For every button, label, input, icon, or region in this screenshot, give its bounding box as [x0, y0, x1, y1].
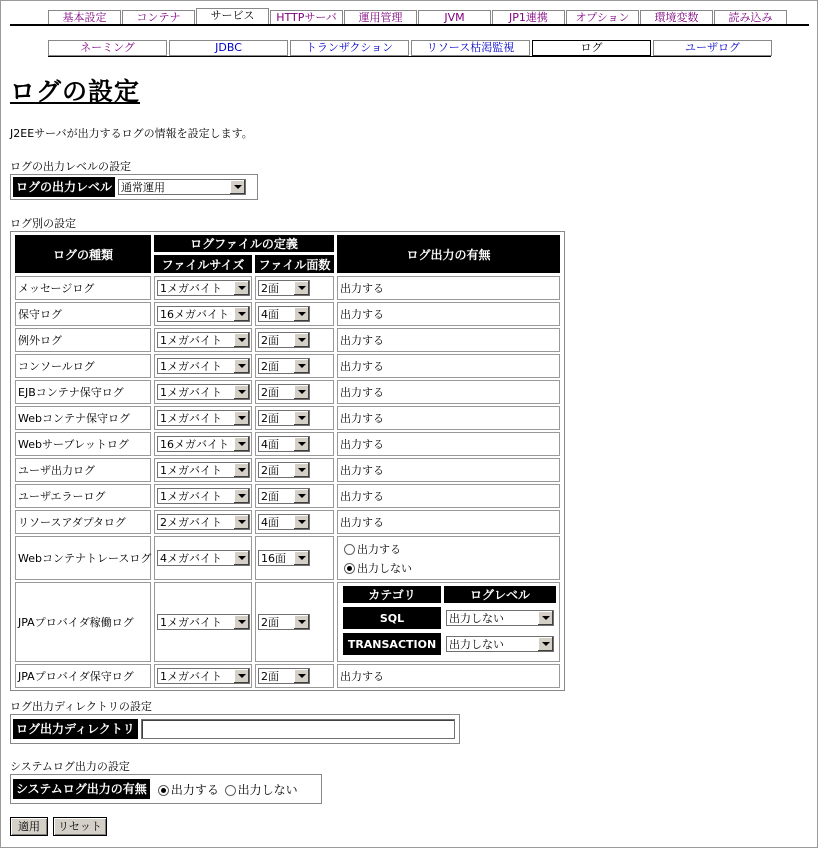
tab-divider: [10, 24, 809, 26]
chevron-down-icon: [293, 463, 309, 477]
log-type-name: ユーザ出力ログ: [18, 464, 95, 477]
output-value: 出力する: [340, 464, 384, 477]
file-count-cell: [255, 354, 334, 378]
header-file-size: ファイルサイズ: [154, 255, 252, 273]
file-size-cell: [154, 406, 252, 430]
output-value: 出力する: [340, 386, 384, 399]
file-count-select-value: 2面: [261, 490, 279, 503]
file-count-cell: [255, 458, 334, 482]
chevron-down-icon: [293, 411, 309, 425]
file-size-select-value: 1メガバイト: [160, 360, 222, 373]
chevron-down-icon: [233, 551, 249, 565]
file-count-select[interactable]: [258, 668, 310, 684]
file-size-select[interactable]: [157, 306, 250, 322]
file-count-select-value: 2面: [261, 334, 279, 347]
file-count-select[interactable]: [258, 462, 310, 478]
chevron-down-icon: [233, 307, 249, 321]
chevron-down-icon: [233, 281, 249, 295]
trace-on-option: [344, 541, 401, 557]
trace-off-option: [344, 560, 412, 576]
chevron-down-icon: [293, 359, 309, 373]
file-count-select[interactable]: [258, 384, 310, 400]
output-cell: [337, 432, 560, 456]
file-size-select[interactable]: [157, 384, 250, 400]
dir-heading: ログ出力ディレクトリの設定: [10, 700, 152, 713]
syslog-box: [10, 774, 322, 804]
trace-on-radio[interactable]: [344, 544, 355, 555]
tab-operation[interactable]: 運用管理: [344, 10, 417, 24]
log-type-cell: [15, 536, 151, 580]
dir-input[interactable]: [141, 719, 455, 739]
output-cell: [337, 664, 560, 688]
syslog-heading: システムログ出力の設定: [10, 760, 130, 773]
jpa-level-select-value: 出力しない: [449, 638, 504, 651]
trace-off-radio[interactable]: [344, 563, 355, 574]
file-size-select-value: 1メガバイト: [160, 670, 222, 683]
file-count-cell: [255, 276, 334, 300]
output-level-heading: ログの出力レベルの設定: [10, 160, 131, 173]
chevron-down-icon: [293, 307, 309, 321]
file-count-select-value: 2面: [261, 670, 279, 683]
jpa-level-holder: [446, 610, 554, 626]
subtab-divider: [48, 56, 771, 57]
file-size-cell: [154, 510, 252, 534]
trace-off-label: 出力しない: [357, 561, 412, 575]
file-count-select[interactable]: [258, 358, 310, 374]
file-size-select-value: 16メガバイト: [160, 308, 229, 321]
jpa-cat-header: カテゴリ: [343, 586, 441, 603]
subtab-user-log[interactable]: ユーザログ: [653, 40, 772, 56]
syslog-label: システムログ出力の有無: [13, 779, 150, 799]
log-type-cell: [15, 276, 151, 300]
file-count-select-value: 2面: [261, 412, 279, 425]
file-size-select[interactable]: [157, 668, 250, 684]
file-size-select-value: 4メガバイト: [160, 552, 222, 565]
file-size-select[interactable]: [157, 514, 250, 530]
file-size-select-value: 1メガバイト: [160, 490, 222, 503]
file-count-cell: [255, 432, 334, 456]
log-type-cell: [15, 458, 151, 482]
file-size-select-value: 1メガバイト: [160, 616, 222, 629]
syslog-options: [158, 781, 298, 798]
log-type-name: 例外ログ: [18, 334, 62, 347]
file-size-cell: [154, 458, 252, 482]
page-description: J2EEサーバが出力するログの情報を設定します。: [10, 127, 253, 140]
file-count-select[interactable]: [258, 550, 310, 566]
chevron-down-icon: [293, 385, 309, 399]
tab-option[interactable]: オプション: [566, 10, 639, 24]
file-count-select[interactable]: [258, 332, 310, 348]
output-level-value: 通常運用: [121, 181, 166, 194]
chevron-down-icon: [233, 333, 249, 347]
file-count-cell: [255, 484, 334, 508]
file-count-cell: [255, 664, 334, 688]
output-cell: [337, 484, 560, 508]
file-count-select-value: 2面: [261, 464, 279, 477]
file-size-cell: [154, 276, 252, 300]
file-count-select-value: 2面: [261, 616, 279, 629]
log-type-cell: [15, 484, 151, 508]
log-type-name: ユーザエラーログ: [18, 490, 106, 503]
chevron-down-icon: [293, 615, 309, 629]
output-cell: [337, 582, 560, 662]
output-cell: [337, 354, 560, 378]
output-cell: [337, 458, 560, 482]
file-size-select[interactable]: [157, 614, 250, 630]
file-count-select-value: 4面: [261, 438, 279, 451]
chevron-down-icon: [293, 281, 309, 295]
jpa-level-holder: [446, 636, 554, 652]
file-size-select[interactable]: [157, 358, 250, 374]
tab-container[interactable]: コンテナ: [122, 10, 195, 24]
output-cell: [337, 536, 560, 580]
file-count-cell: [255, 302, 334, 326]
file-size-select[interactable]: [157, 436, 250, 452]
chevron-down-icon: [537, 611, 553, 625]
output-level-label: ログの出力レベル: [13, 177, 115, 197]
file-size-cell: [154, 354, 252, 378]
chevron-down-icon: [293, 515, 309, 529]
file-count-select[interactable]: [258, 514, 310, 530]
log-type-name: EJBコンテナ保守ログ: [18, 386, 124, 399]
subtab-transaction[interactable]: トランザクション: [290, 40, 409, 56]
output-cell: [337, 276, 560, 300]
file-count-cell: [255, 582, 334, 662]
tab-env[interactable]: 環境変数: [640, 10, 713, 24]
file-size-select[interactable]: [157, 410, 250, 426]
header-log-type: ログの種類: [15, 235, 151, 273]
output-cell: [337, 328, 560, 352]
sub-tab-bar: [48, 40, 774, 56]
log-type-cell: [15, 664, 151, 688]
log-type-name: Webコンテナトレースログ: [18, 552, 152, 565]
chevron-down-icon: [537, 637, 553, 651]
log-type-name: コンソールログ: [18, 360, 95, 373]
chevron-down-icon: [229, 180, 245, 194]
output-value: 出力する: [340, 412, 384, 425]
chevron-down-icon: [233, 669, 249, 683]
log-type-name: JPAプロバイダ保守ログ: [18, 670, 134, 683]
file-size-cell: [154, 484, 252, 508]
chevron-down-icon: [233, 359, 249, 373]
file-size-select-value: 1メガバイト: [160, 334, 222, 347]
header-file-def: ログファイルの定義: [154, 235, 334, 252]
file-size-cell: [154, 328, 252, 352]
file-count-select-value: 2面: [261, 360, 279, 373]
file-size-select[interactable]: [157, 488, 250, 504]
jpa-category-name: SQL: [343, 607, 441, 629]
syslog-on-radio[interactable]: [158, 785, 169, 796]
trace-on-label: 出力する: [357, 542, 401, 556]
subtab-naming[interactable]: ネーミング: [48, 40, 167, 56]
file-count-select[interactable]: [258, 280, 310, 296]
file-size-select-value: 1メガバイト: [160, 464, 222, 477]
chevron-down-icon: [293, 489, 309, 503]
file-count-cell: [255, 328, 334, 352]
file-size-cell: [154, 432, 252, 456]
log-type-cell: [15, 432, 151, 456]
output-value: 出力する: [340, 438, 384, 451]
log-type-name: Webサーブレットログ: [18, 438, 129, 451]
log-type-name: メッセージログ: [18, 282, 95, 295]
jpa-level-header: ログレベル: [444, 586, 556, 603]
syslog-on-label: 出力する: [170, 782, 219, 797]
file-count-cell: [255, 536, 334, 580]
jpa-level-select[interactable]: [446, 636, 554, 652]
log-type-cell: [15, 380, 151, 404]
log-type-cell: [15, 328, 151, 352]
file-count-select-value: 16面: [261, 552, 286, 565]
file-count-select-value: 4面: [261, 516, 279, 529]
subtab-resource-monitor[interactable]: リソース枯渇監視: [411, 40, 530, 56]
per-log-heading: ログ別の設定: [10, 217, 76, 230]
file-size-cell: [154, 582, 252, 662]
chevron-down-icon: [293, 551, 309, 565]
output-value: 出力する: [340, 360, 384, 373]
output-level-box: [10, 174, 258, 200]
output-value: 出力する: [340, 490, 384, 503]
apply-button[interactable]: 適用: [10, 817, 48, 836]
output-cell: [337, 380, 560, 404]
output-value: 出力する: [340, 670, 384, 683]
tab-load[interactable]: 読み込み: [714, 10, 787, 24]
output-level-select[interactable]: [118, 179, 246, 195]
output-cell: [337, 406, 560, 430]
file-size-cell: [154, 536, 252, 580]
tab-jp1[interactable]: JP1連携: [492, 10, 565, 24]
subtab-log[interactable]: ログ: [532, 40, 651, 56]
log-type-cell: [15, 354, 151, 378]
output-value: 出力する: [340, 308, 384, 321]
file-size-select-value: 16メガバイト: [160, 438, 229, 451]
file-size-select[interactable]: [157, 550, 250, 566]
file-count-select-value: 2面: [261, 282, 279, 295]
file-count-select[interactable]: [258, 436, 310, 452]
file-count-cell: [255, 510, 334, 534]
chevron-down-icon: [293, 333, 309, 347]
log-type-name: JPAプロバイダ稼働ログ: [18, 616, 134, 629]
tab-http-server[interactable]: HTTPサーバ: [270, 10, 343, 24]
log-type-name: 保守ログ: [18, 308, 62, 321]
file-size-select[interactable]: [157, 280, 250, 296]
header-file-count: ファイル面数: [255, 255, 334, 273]
log-type-cell: [15, 302, 151, 326]
file-size-select[interactable]: [157, 462, 250, 478]
page-title: ログの設定: [10, 77, 141, 106]
per-log-table: [10, 231, 565, 691]
output-value: 出力する: [340, 334, 384, 347]
chevron-down-icon: [233, 385, 249, 399]
syslog-off-radio[interactable]: [225, 785, 236, 796]
output-value: 出力する: [340, 516, 384, 529]
file-size-cell: [154, 380, 252, 404]
chevron-down-icon: [293, 437, 309, 451]
file-size-select[interactable]: [157, 332, 250, 348]
file-count-select[interactable]: [258, 614, 310, 630]
reset-button[interactable]: リセット: [53, 817, 107, 836]
file-size-select-value: 1メガバイト: [160, 412, 222, 425]
log-type-cell: [15, 406, 151, 430]
syslog-off-label: 出力しない: [237, 782, 298, 797]
tab-jvm[interactable]: JVM: [418, 10, 491, 24]
file-count-select[interactable]: [258, 488, 310, 504]
chevron-down-icon: [293, 669, 309, 683]
file-size-select-value: 1メガバイト: [160, 282, 222, 295]
chevron-down-icon: [233, 411, 249, 425]
file-count-cell: [255, 380, 334, 404]
chevron-down-icon: [233, 463, 249, 477]
jpa-category-table: [338, 582, 559, 662]
file-size-cell: [154, 302, 252, 326]
chevron-down-icon: [233, 615, 249, 629]
top-tab-bar: [48, 10, 788, 24]
log-type-cell: [15, 510, 151, 534]
subtab-jdbc[interactable]: JDBC: [169, 40, 288, 56]
jpa-level-select[interactable]: [446, 610, 554, 626]
file-count-cell: [255, 406, 334, 430]
chevron-down-icon: [233, 437, 249, 451]
log-type-name: Webコンテナ保守ログ: [18, 412, 130, 425]
file-count-select-value: 4面: [261, 308, 279, 321]
file-count-select-value: 2面: [261, 386, 279, 399]
chevron-down-icon: [233, 489, 249, 503]
header-output: ログ出力の有無: [337, 235, 560, 273]
dir-label: ログ出力ディレクトリ: [13, 719, 138, 739]
jpa-level-select-value: 出力しない: [449, 612, 504, 625]
output-cell: [337, 510, 560, 534]
tab-basic[interactable]: 基本設定: [48, 10, 121, 24]
log-type-cell: [15, 582, 151, 662]
file-size-select-value: 1メガバイト: [160, 386, 222, 399]
output-value: 出力する: [340, 282, 384, 295]
file-size-cell: [154, 664, 252, 688]
file-count-select[interactable]: [258, 410, 310, 426]
chevron-down-icon: [233, 515, 249, 529]
file-count-select[interactable]: [258, 306, 310, 322]
jpa-category-name: TRANSACTION: [343, 633, 441, 655]
file-size-select-value: 2メガバイト: [160, 516, 222, 529]
output-cell: [337, 302, 560, 326]
tab-service[interactable]: サービス: [196, 8, 269, 24]
log-type-name: リソースアダプタログ: [18, 516, 126, 529]
